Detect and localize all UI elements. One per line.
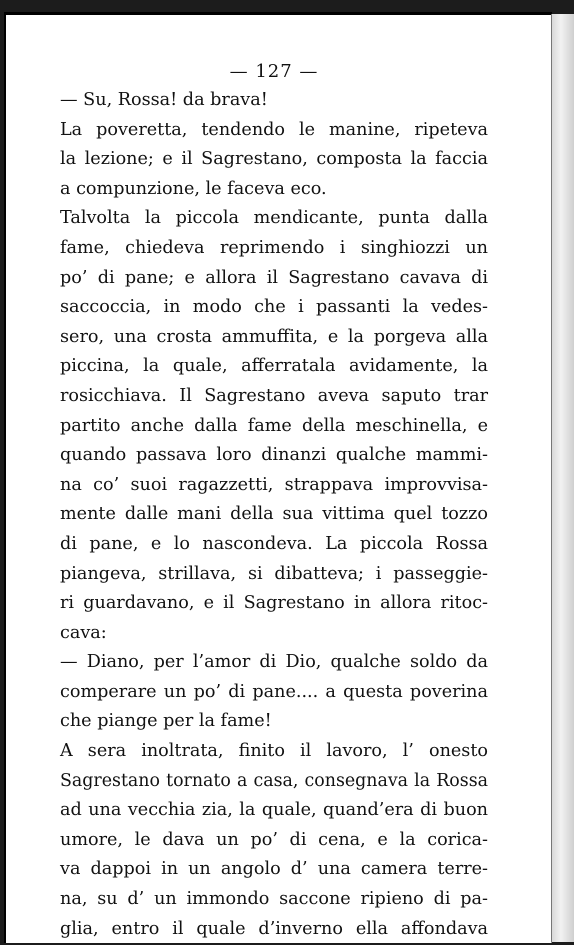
text-line: comperare un po’ di pane.... a questa poverina: [60, 681, 488, 702]
text-line: di pane, e lo nascondeva. La piccola Rossa: [60, 533, 488, 554]
text-line: po’ di pane; e allora il Sagrestano cavava di: [60, 267, 488, 288]
text-line: saccoccia, in modo che i passanti la vedes-: [60, 297, 488, 318]
text-line: rosicchiava. Il Sagrestano aveva saputo trar: [60, 385, 488, 406]
text-line: ad una vecchia zia, la quale, quand’era di buon: [60, 800, 488, 821]
text-body: [60, 86, 488, 944]
page-edge: [551, 14, 574, 942]
text-line: na, su d’ un immondo saccone ripieno di pa-: [60, 889, 488, 910]
text-line: cava:: [60, 622, 107, 643]
text-line: Sagrestano tornato a casa, consegnava la Rossa: [60, 770, 488, 791]
text-line: fame, chiedeva reprimendo i singhiozzi un: [60, 237, 488, 258]
text-line: na co’ suoi ragazzetti, strappava improvvisa-: [60, 474, 488, 495]
text-line: che piange per la fame!: [60, 711, 272, 732]
text-line: La poveretta, tendendo le manine, ripeteva: [60, 119, 488, 140]
page-text: [60, 58, 488, 944]
text-line: — Su, Rossa! da brava!: [60, 90, 268, 110]
text-line: ri guardavano, e il Sagrestano in allora ritoc-: [60, 593, 488, 614]
page-number: — 127 —: [229, 61, 319, 82]
text-line: Talvolta la piccola mendicante, punta dalla: [60, 208, 488, 229]
text-line: mente dalle mani della sua vittima quel tozzo: [60, 504, 488, 525]
text-line: partito anche dalla fame della meschinella, e: [60, 415, 488, 436]
text-line: va dappoi in un angolo d’ una camera terre-: [60, 859, 488, 880]
text-line: a compunzione, le faceva eco.: [60, 178, 327, 199]
text-line: sero, una crosta ammuffita, e la porgeva alla: [60, 326, 488, 347]
text-line: piccina, la quale, afferratala avidamente, la: [60, 356, 488, 377]
text-line: A sera inoltrata, finito il lavoro, l’ onesto: [60, 741, 488, 762]
text-line: quando passava loro dinanzi qualche mammi-: [60, 445, 488, 466]
text-line: piangeva, strillava, si dibatteva; i passeggie-: [60, 563, 488, 584]
text-line: la lezione; e il Sagrestano, composta la faccia: [60, 149, 488, 170]
text-line: glia, entro il quale d’inverno ella affondava: [60, 918, 488, 939]
text-line: umore, le dava un po’ di cena, e la corica-: [60, 829, 488, 850]
text-line: — Diano, per l’amor di Dio, qualche soldo da: [60, 652, 488, 673]
